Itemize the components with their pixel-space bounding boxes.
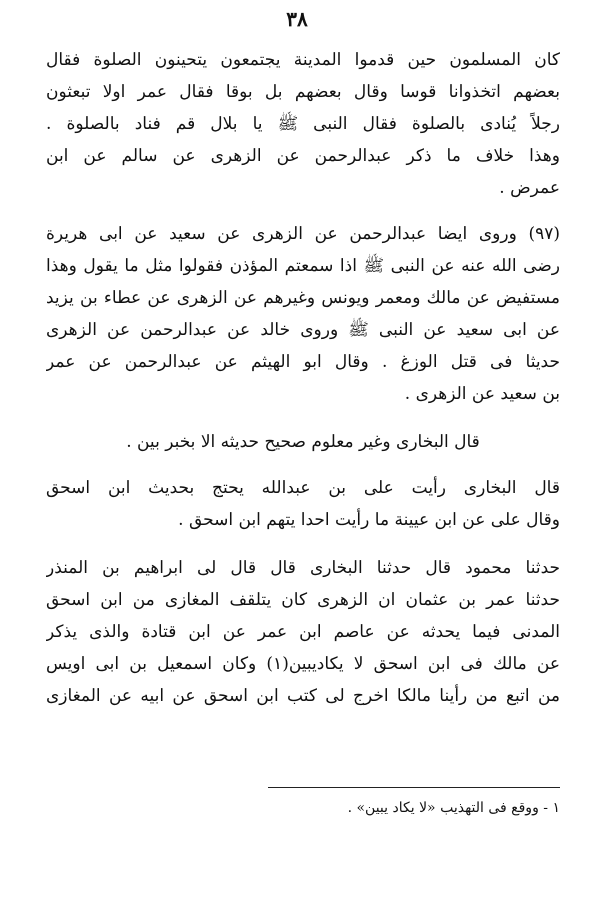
text-line: عن ابى سعيد عن النبى ﷺ وروى خالد عن عبدالرحمن عن الزهرى	[46, 320, 560, 340]
text-line: كان المسلمون حين قدموا المدينة يجتمعون يتحينون الصلوة فقال	[46, 50, 560, 70]
text-line: حدثنا عمر بن عثمان ان الزهرى كان يتلقف المغازى من ابن اسحق	[46, 590, 560, 610]
text-line: وقال على عن ابن عيينة ما رأيت احدا يتهم ابن اسحق .	[178, 510, 560, 530]
text-line: من اتبع من رأينا مالكا اخرج لى كتب ابن اسحق عن ابيه عن المغازى	[46, 686, 560, 706]
text-line: بن سعيد عن الزهرى .	[404, 384, 560, 404]
footnote-divider	[268, 787, 560, 788]
text-line: عمرض .	[499, 178, 560, 198]
text-line: رجلاً يُنادى بالصلوة فقال النبى ﷺ يا بلال قم فناد بالصلوة .	[46, 114, 560, 134]
text-line: حدثنا محمود قال حدثنا البخارى قال قال لى ابراهيم بن المنذر	[46, 558, 560, 578]
paragraph-isnad	[46, 552, 560, 712]
paragraph-97	[46, 218, 560, 410]
paragraph-ibn-ishaq	[46, 472, 560, 536]
text-line: (٩٧) وروى ايضا عبدالرحمن عن الزهرى عن سعيد عن ابى هريرة	[46, 224, 560, 244]
page-number: ٣٨	[286, 7, 308, 31]
footnote: ١ - ووقع فى التهذيب «لا يكاد يبين» .	[347, 800, 560, 816]
paragraph-bukhari-statement	[46, 426, 560, 458]
text-line: مستفيض عن مالك ومعمر ويونس وغيرهم عن الزهرى عن عطاء بن يزيد	[46, 288, 560, 308]
text-line: بعضهم اتخذوانا قوسا وقال بعضهم بل بوقا فقال عمر اولا تبعثون	[46, 82, 560, 102]
text-line: المدنى فيما يحدثه عن عاصم ابن عمر عن ابن قتادة والذى يذكر	[46, 622, 560, 642]
text-line: حديثا فى قتل الوزغ . وقال ابو الهيثم عن عبدالرحمن عن عمر	[46, 352, 560, 372]
text-line: رضى الله عنه عن النبى ﷺ اذا سمعتم المؤذن فقولوا مثل ما يقول وهذا	[46, 256, 560, 276]
text-line: وهذا خلاف ما ذكر عبدالرحمن عن الزهرى عن سالم عن ابن	[46, 146, 560, 166]
paragraph-1	[46, 44, 560, 204]
text-line: قال البخارى وغير معلوم صحيح حديثه الا بخبر بين .	[126, 432, 480, 452]
text-line: قال البخارى رأيت على بن عبدالله يحتج بحديث ابن اسحق	[46, 478, 560, 498]
text-line: عن مالك فى ابن اسحق لا يكاديبين(١) وكان اسمعيل بن ابى اويس	[46, 654, 560, 674]
main-text	[46, 44, 560, 712]
